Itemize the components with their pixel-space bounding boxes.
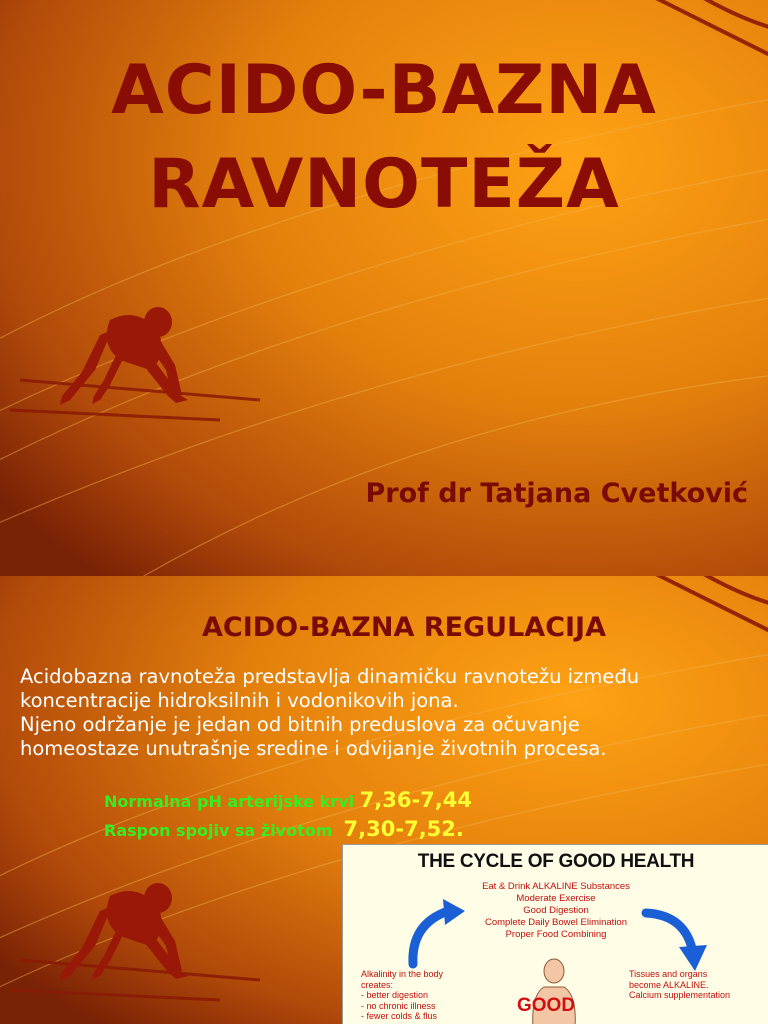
slide-2-title: ACIDO-BAZNA REGULACIJA xyxy=(202,612,606,643)
health-image-title: THE CYCLE OF GOOD HEALTH xyxy=(417,851,695,872)
normal-ph-value: 7,36-7,44 xyxy=(359,788,472,812)
health-right-line: become ALKALINE. xyxy=(629,979,709,990)
cycle-of-good-health-image xyxy=(342,844,768,1024)
sprinter-icon xyxy=(40,300,210,430)
range-line xyxy=(104,817,464,841)
health-good-word: GOOD xyxy=(517,995,576,1016)
cycle-arrow-right-icon xyxy=(641,903,711,973)
sprinter-icon-2 xyxy=(40,876,210,1006)
slide-1-title-line-1: ACIDO-BAZNA xyxy=(111,51,657,130)
paragraph-1-line-2: koncentracije hidroksilnih i vodonikovih jona. xyxy=(20,689,459,712)
paragraph-2 xyxy=(20,713,760,761)
health-item: Eat & Drink ALKALINE Substances xyxy=(482,881,630,892)
health-item: Complete Daily Bowel Elimination xyxy=(484,917,628,928)
cycle-arrow-left-icon xyxy=(403,899,473,969)
normal-ph-label: Normalna pH arterijske krvi xyxy=(104,792,355,811)
health-item: Moderate Exercise xyxy=(516,893,596,904)
health-item: Proper Food Combining xyxy=(505,929,607,940)
health-left-text xyxy=(361,969,471,1022)
health-right-line: Calcium supplementation xyxy=(629,990,731,1000)
health-right-line: Tissues and organs xyxy=(629,969,708,979)
range-label: Raspon spojiv sa životom xyxy=(104,821,333,840)
health-image-list xyxy=(453,881,659,941)
paragraph-2-line-2: homeostaze unutrašnje sredine i odvijanje životnih procesa. xyxy=(20,737,607,760)
health-left-line: - fewer colds & flus xyxy=(361,1011,438,1021)
slide-2 xyxy=(0,576,768,1024)
paragraph-1 xyxy=(20,665,760,713)
health-item: Good Digestion xyxy=(523,905,589,916)
health-left-line: Alkalinity in the body xyxy=(361,969,444,979)
health-right-text xyxy=(629,969,768,1001)
paragraph-2-line-1: Njeno održanje je jedan od bitnih preduslova za očuvanje xyxy=(20,713,580,736)
paragraph-1-line-1: Acidobazna ravnoteža predstavlja dinamičku ravnotežu između xyxy=(20,665,640,688)
health-left-line: creates: xyxy=(361,979,394,990)
normal-ph-line xyxy=(104,788,472,812)
health-left-line: - no chronic illness xyxy=(361,1000,436,1011)
health-left-line: - better digestion xyxy=(361,990,429,1000)
author-name: Prof dr Tatjana Cvetković xyxy=(365,478,748,509)
range-value: 7,30-7,52. xyxy=(343,817,464,841)
slide-1-title-line-2: RAVNOTEŽA xyxy=(148,145,620,224)
